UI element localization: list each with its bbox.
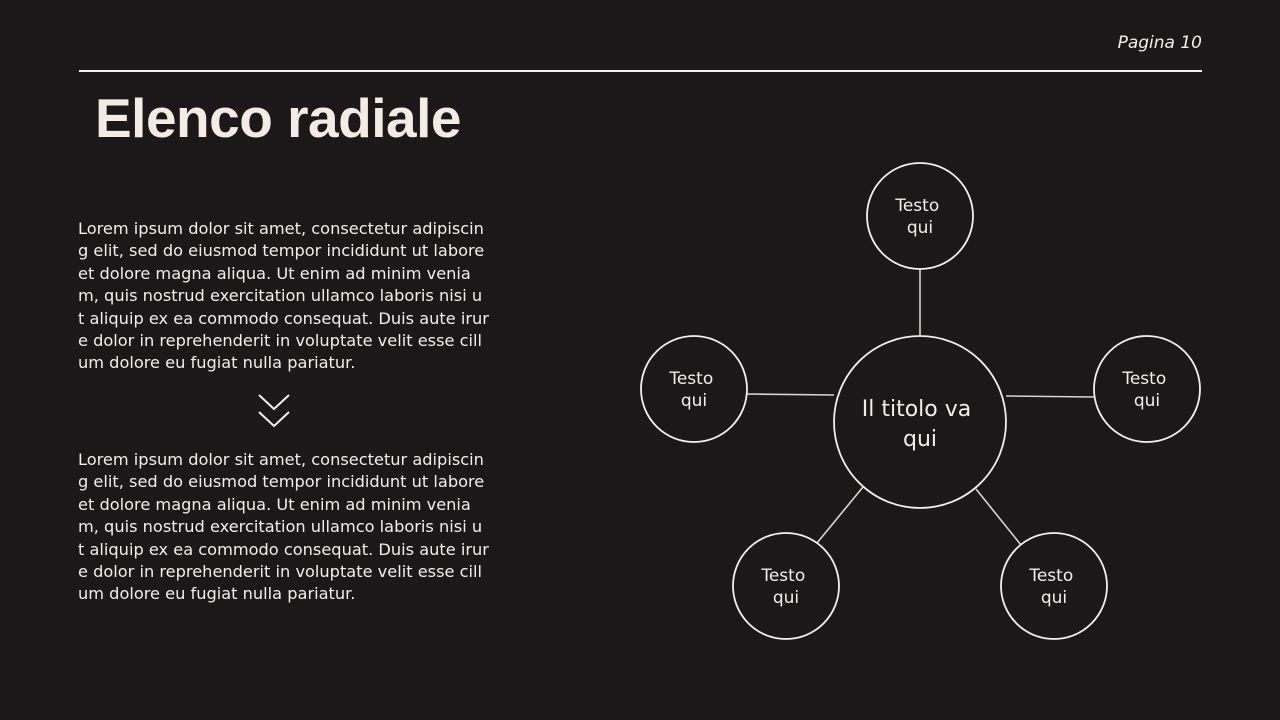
double-chevron-down-icon: [256, 393, 292, 429]
header-divider: [79, 70, 1202, 72]
node-top-label: Testo qui: [895, 196, 940, 238]
connector-bottom-right: [976, 489, 1021, 545]
node-bottom-left: [733, 533, 839, 639]
node-top: [867, 163, 973, 269]
slide-title: Elenco radiale: [95, 87, 461, 149]
node-right-label: Testo qui: [1122, 369, 1167, 411]
connector-right: [1006, 396, 1094, 397]
page-number: Pagina 10: [1117, 33, 1202, 53]
node-bottom-right-label: Testo qui: [1029, 566, 1074, 608]
node-left-label: Testo qui: [669, 369, 714, 411]
node-left: [641, 336, 747, 442]
node-bottom-right: [1001, 533, 1107, 639]
body-paragraph-1: Lorem ipsum dolor sit amet, consectetur adipiscin g elit, sed do eiusmod tempor incididunt ut labore et dolore magna aliqua. Ut enim ad minim venia m, quis nostrud exercitation ullamco laboris nisi u t aliquip ex ea commodo consequat. Duis aute irur e dolor in reprehenderit in voluptate velit esse cill um dolore eu fugiat nulla pariatur.: [78, 219, 489, 373]
node-bottom-left-label: Testo qui: [761, 566, 806, 608]
center-node: [834, 336, 1006, 508]
connector-left: [747, 394, 834, 395]
node-right: [1094, 336, 1200, 442]
connector-bottom-left: [817, 487, 863, 543]
body-paragraph-2: Lorem ipsum dolor sit amet, consectetur adipiscin g elit, sed do eiusmod tempor incididunt ut labore et dolore magna aliqua. Ut enim ad minim venia m, quis nostrud exercitation ullamco laboris nisi u t aliquip ex ea commodo consequat. Duis aute irur e dolor in reprehenderit in voluptate velit esse cill um dolore eu fugiat nulla pariatur.: [78, 450, 489, 604]
connectors: [747, 269, 1094, 545]
center-node-label: Il titolo va qui: [861, 397, 972, 452]
